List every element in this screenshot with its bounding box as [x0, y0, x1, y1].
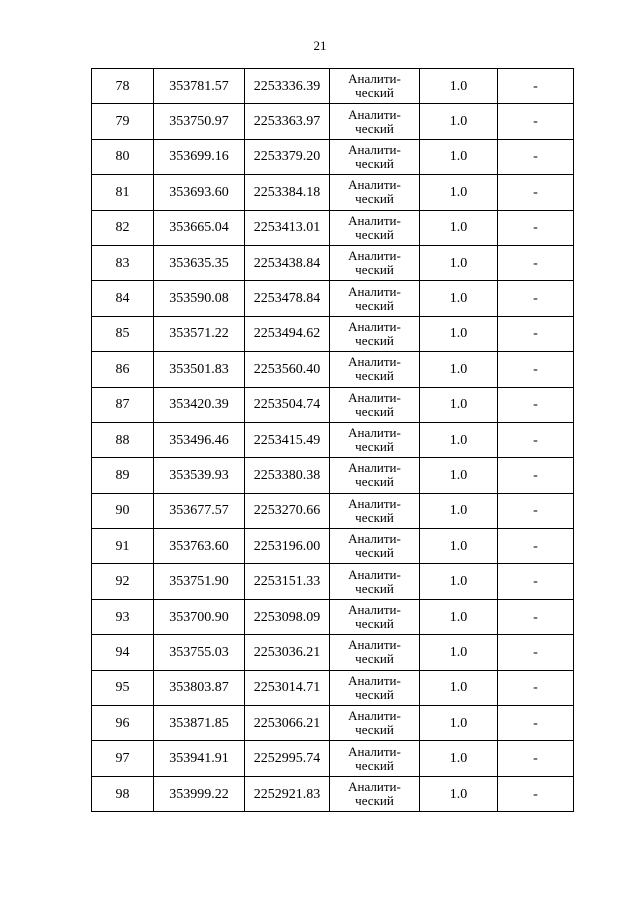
- accuracy-cell: 1.0: [420, 69, 498, 104]
- table-row: [92, 529, 574, 564]
- note-cell: -: [498, 493, 574, 528]
- note-cell: -: [498, 69, 574, 104]
- accuracy-cell: 1.0: [420, 529, 498, 564]
- note-cell: -: [498, 635, 574, 670]
- table-row: [92, 564, 574, 599]
- note-cell: -: [498, 387, 574, 422]
- accuracy-cell: 1.0: [420, 458, 498, 493]
- note-cell: -: [498, 458, 574, 493]
- method-cell: Аналити- ческий: [330, 493, 420, 528]
- note-cell: -: [498, 245, 574, 280]
- note-cell: -: [498, 776, 574, 811]
- y-coordinate-cell: 2253384.18: [245, 175, 330, 210]
- table-row: [92, 493, 574, 528]
- x-coordinate-cell: 353700.90: [154, 599, 245, 634]
- table-row: [92, 599, 574, 634]
- table-row: [92, 281, 574, 316]
- x-coordinate-cell: 353781.57: [154, 69, 245, 104]
- point-number-cell: 80: [92, 139, 154, 174]
- note-cell: -: [498, 210, 574, 245]
- y-coordinate-cell: 2253380.38: [245, 458, 330, 493]
- method-cell: Аналити- ческий: [330, 776, 420, 811]
- point-number-cell: 93: [92, 599, 154, 634]
- accuracy-cell: 1.0: [420, 352, 498, 387]
- table-row: [92, 104, 574, 139]
- method-cell: Аналити- ческий: [330, 352, 420, 387]
- point-number-cell: 88: [92, 422, 154, 457]
- method-cell: Аналити- ческий: [330, 741, 420, 776]
- accuracy-cell: 1.0: [420, 741, 498, 776]
- y-coordinate-cell: 2253036.21: [245, 635, 330, 670]
- accuracy-cell: 1.0: [420, 210, 498, 245]
- x-coordinate-cell: 353693.60: [154, 175, 245, 210]
- x-coordinate-cell: 353763.60: [154, 529, 245, 564]
- x-coordinate-cell: 353871.85: [154, 706, 245, 741]
- table-row: [92, 635, 574, 670]
- note-cell: -: [498, 529, 574, 564]
- method-cell: Аналити- ческий: [330, 635, 420, 670]
- point-number-cell: 91: [92, 529, 154, 564]
- accuracy-cell: 1.0: [420, 564, 498, 599]
- y-coordinate-cell: 2253066.21: [245, 706, 330, 741]
- page-number: 21: [313, 38, 327, 53]
- accuracy-cell: 1.0: [420, 776, 498, 811]
- method-cell: Аналити- ческий: [330, 281, 420, 316]
- y-coordinate-cell: 2253151.33: [245, 564, 330, 599]
- note-cell: -: [498, 175, 574, 210]
- point-number-cell: 81: [92, 175, 154, 210]
- table-row: [92, 670, 574, 705]
- y-coordinate-cell: 2253363.97: [245, 104, 330, 139]
- accuracy-cell: 1.0: [420, 599, 498, 634]
- accuracy-cell: 1.0: [420, 245, 498, 280]
- accuracy-cell: 1.0: [420, 281, 498, 316]
- note-cell: -: [498, 316, 574, 351]
- accuracy-cell: 1.0: [420, 175, 498, 210]
- point-number-cell: 97: [92, 741, 154, 776]
- accuracy-cell: 1.0: [420, 316, 498, 351]
- x-coordinate-cell: 353677.57: [154, 493, 245, 528]
- x-coordinate-cell: 353539.93: [154, 458, 245, 493]
- point-number-cell: 83: [92, 245, 154, 280]
- note-cell: -: [498, 104, 574, 139]
- x-coordinate-cell: 353420.39: [154, 387, 245, 422]
- table-row: [92, 69, 574, 104]
- point-number-cell: 84: [92, 281, 154, 316]
- table-row: [92, 139, 574, 174]
- x-coordinate-cell: 353635.35: [154, 245, 245, 280]
- method-cell: Аналити- ческий: [330, 529, 420, 564]
- table-body: [92, 69, 574, 812]
- accuracy-cell: 1.0: [420, 387, 498, 422]
- table-row: [92, 422, 574, 457]
- point-number-cell: 92: [92, 564, 154, 599]
- accuracy-cell: 1.0: [420, 670, 498, 705]
- accuracy-cell: 1.0: [420, 706, 498, 741]
- y-coordinate-cell: 2253196.00: [245, 529, 330, 564]
- x-coordinate-cell: 353803.87: [154, 670, 245, 705]
- table-row: [92, 210, 574, 245]
- method-cell: Аналити- ческий: [330, 670, 420, 705]
- note-cell: -: [498, 564, 574, 599]
- method-cell: Аналити- ческий: [330, 245, 420, 280]
- note-cell: -: [498, 422, 574, 457]
- table-row: [92, 352, 574, 387]
- accuracy-cell: 1.0: [420, 104, 498, 139]
- y-coordinate-cell: 2253494.62: [245, 316, 330, 351]
- note-cell: -: [498, 352, 574, 387]
- method-cell: Аналити- ческий: [330, 387, 420, 422]
- table-row: [92, 316, 574, 351]
- method-cell: Аналити- ческий: [330, 706, 420, 741]
- table-row: [92, 387, 574, 422]
- table-row: [92, 776, 574, 811]
- note-cell: -: [498, 599, 574, 634]
- accuracy-cell: 1.0: [420, 139, 498, 174]
- method-cell: Аналити- ческий: [330, 422, 420, 457]
- point-number-cell: 82: [92, 210, 154, 245]
- method-cell: Аналити- ческий: [330, 458, 420, 493]
- y-coordinate-cell: 2253098.09: [245, 599, 330, 634]
- point-number-cell: 89: [92, 458, 154, 493]
- y-coordinate-cell: 2253336.39: [245, 69, 330, 104]
- note-cell: -: [498, 139, 574, 174]
- method-cell: Аналити- ческий: [330, 210, 420, 245]
- accuracy-cell: 1.0: [420, 635, 498, 670]
- x-coordinate-cell: 353571.22: [154, 316, 245, 351]
- point-number-cell: 86: [92, 352, 154, 387]
- y-coordinate-cell: 2252921.83: [245, 776, 330, 811]
- point-number-cell: 94: [92, 635, 154, 670]
- y-coordinate-cell: 2252995.74: [245, 741, 330, 776]
- x-coordinate-cell: 353755.03: [154, 635, 245, 670]
- y-coordinate-cell: 2253438.84: [245, 245, 330, 280]
- x-coordinate-cell: 353751.90: [154, 564, 245, 599]
- table-row: [92, 175, 574, 210]
- note-cell: -: [498, 706, 574, 741]
- x-coordinate-cell: 353941.91: [154, 741, 245, 776]
- method-cell: Аналити- ческий: [330, 104, 420, 139]
- method-cell: Аналити- ческий: [330, 564, 420, 599]
- method-cell: Аналити- ческий: [330, 316, 420, 351]
- method-cell: Аналити- ческий: [330, 599, 420, 634]
- table-row: [92, 741, 574, 776]
- point-number-cell: 79: [92, 104, 154, 139]
- x-coordinate-cell: 353501.83: [154, 352, 245, 387]
- point-number-cell: 85: [92, 316, 154, 351]
- x-coordinate-cell: 353665.04: [154, 210, 245, 245]
- y-coordinate-cell: 2253415.49: [245, 422, 330, 457]
- y-coordinate-cell: 2253413.01: [245, 210, 330, 245]
- table-row: [92, 458, 574, 493]
- accuracy-cell: 1.0: [420, 422, 498, 457]
- note-cell: -: [498, 670, 574, 705]
- y-coordinate-cell: 2253270.66: [245, 493, 330, 528]
- y-coordinate-cell: 2253014.71: [245, 670, 330, 705]
- y-coordinate-cell: 2253379.20: [245, 139, 330, 174]
- x-coordinate-cell: 353999.22: [154, 776, 245, 811]
- coordinates-table: [91, 68, 574, 812]
- point-number-cell: 90: [92, 493, 154, 528]
- x-coordinate-cell: 353699.16: [154, 139, 245, 174]
- accuracy-cell: 1.0: [420, 493, 498, 528]
- method-cell: Аналити- ческий: [330, 139, 420, 174]
- method-cell: Аналити- ческий: [330, 69, 420, 104]
- table-row: [92, 245, 574, 280]
- point-number-cell: 87: [92, 387, 154, 422]
- point-number-cell: 95: [92, 670, 154, 705]
- note-cell: -: [498, 741, 574, 776]
- x-coordinate-cell: 353750.97: [154, 104, 245, 139]
- x-coordinate-cell: 353590.08: [154, 281, 245, 316]
- point-number-cell: 98: [92, 776, 154, 811]
- y-coordinate-cell: 2253504.74: [245, 387, 330, 422]
- point-number-cell: 78: [92, 69, 154, 104]
- x-coordinate-cell: 353496.46: [154, 422, 245, 457]
- table-row: [92, 706, 574, 741]
- point-number-cell: 96: [92, 706, 154, 741]
- y-coordinate-cell: 2253478.84: [245, 281, 330, 316]
- note-cell: -: [498, 281, 574, 316]
- method-cell: Аналити- ческий: [330, 175, 420, 210]
- y-coordinate-cell: 2253560.40: [245, 352, 330, 387]
